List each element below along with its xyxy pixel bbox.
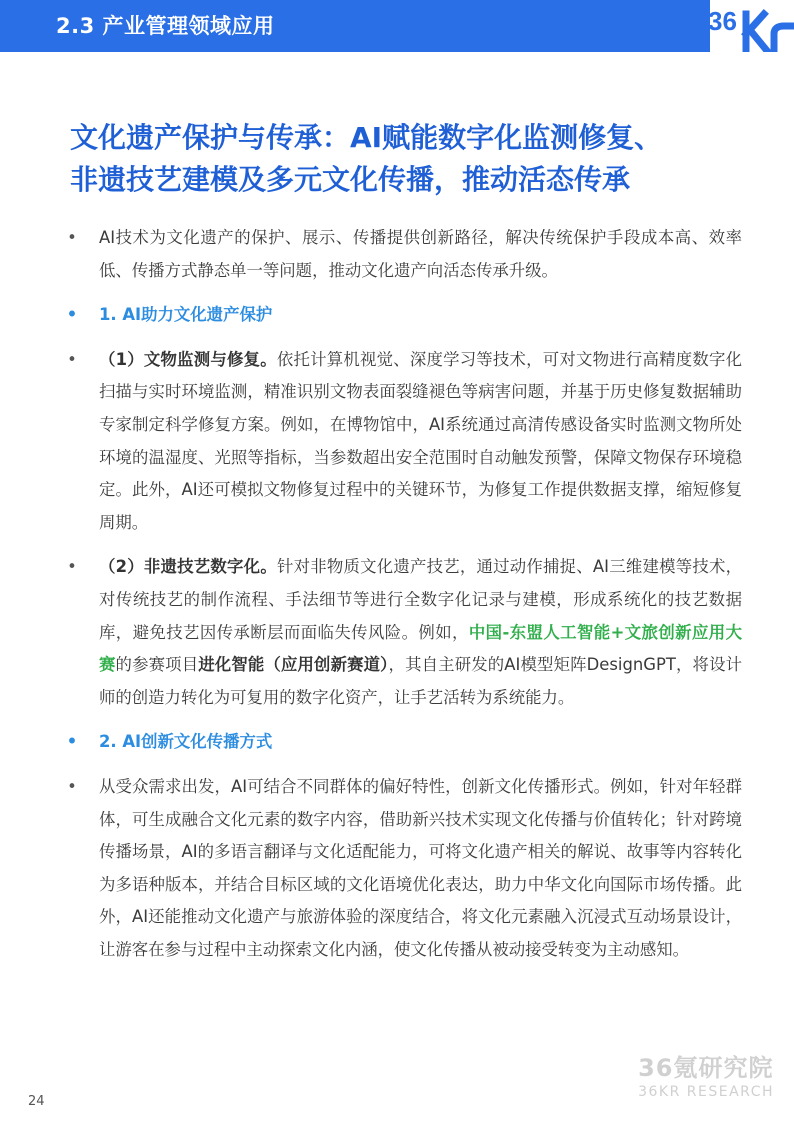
page-number: 24 xyxy=(28,1094,45,1109)
paragraph-relic-monitoring xyxy=(66,344,742,540)
watermark-en: 36KR RESEARCH xyxy=(638,1084,774,1100)
bullet-icon: • xyxy=(66,305,78,325)
paragraph-cultural-communication xyxy=(66,771,742,967)
section-heading-communication xyxy=(66,726,742,759)
36kr-logo xyxy=(704,0,794,52)
item-1-prefix: （1） xyxy=(99,349,144,369)
project-name: 进化智能（应用创新赛道） xyxy=(198,655,389,675)
item-2-text-c: ，其自主研发的AI模型矩阵DesignGPT，将设计师的创造力转化为可复用的数字化资产，让手艺活转为系统能力。 xyxy=(99,655,743,707)
page-heading xyxy=(70,117,750,201)
item-1-label: 文物监测与修复。 xyxy=(143,349,277,369)
bullet-icon: • xyxy=(67,228,77,247)
item-2-label: 非遗技艺数字化。 xyxy=(143,557,277,577)
bullet-icon: • xyxy=(67,349,77,369)
bullet-icon: • xyxy=(66,732,78,752)
item-3-text: 从受众需求出发，AI可结合不同群体的偏好特性，创新文化传播形式。例如，针对年轻群体，可生成融合文化元素的数字内容，借助新兴技术实现文化传播与价值转化；针对跨境传播场景，AI的多语言翻译与文化适配能力，可将文化遗产相关的解说、故事等内容转化为多语种版本，并结合目标区域的文化语境优化表达，助力中华文化向国际市场传播。此外，AI还能推动文化遗产与旅游体验的深度结合，将文化元素融入沉浸式互动场景设计，让游客在参与过程中主动探索文化内涵，使文化传播从被动接受转变为主动感知。 xyxy=(99,776,742,959)
item-1-text: 依托计算机视觉、深度学习等技术，可对文物进行高精度数字化扫描与实时环境监测，精准识别文物表面裂缝褪色等病害问题，并基于历史修复数据辅助专家制定科学修复方案。例如，在博物馆中，AI系统通过高清传感设备实时监测文物所处环境的温湿度、光照等指标，当参数超出安全范围时自动触发预警，保障文物保存环境稳定。此外，AI还可模拟文物修复过程中的关键环节，为修复工作提供数据支撑，缩短修复周期。 xyxy=(99,349,743,532)
bullet-icon: • xyxy=(67,776,77,796)
section-1-title: 1. AI助力文化遗产保护 xyxy=(99,305,273,325)
paragraph-heritage-digitization xyxy=(66,551,742,714)
section-heading-protection xyxy=(66,299,742,332)
item-2-text-a: 针对非物质文化遗产技艺，通过动作捕捉、AI三维建模等技术，对传统技艺的制作流程、手法细节等进行全数字化记录与建模，形成系统化的技艺数据库，避免技艺因传承断层而面临失传风险。例如， xyxy=(99,557,743,642)
competition-name: 中国-东盟人工智能+文旅创新应用大赛 xyxy=(99,622,742,675)
intro-text: AI技术为文化遗产的保护、展示、传播提供创新路径，解决传统保护手段成本高、效率低、传播方式静态单一等问题，推动文化遗产向活态传承升级。 xyxy=(99,228,742,280)
watermark-cn: 36氪研究院 xyxy=(638,1054,774,1082)
item-2-prefix: （2） xyxy=(99,557,144,577)
section-2-title: 2. AI创新文化传播方式 xyxy=(99,732,273,752)
svg-text:36: 36 xyxy=(708,6,737,36)
content-list xyxy=(66,222,742,978)
heading-line-1: 文化遗产保护与传承：AI赋能数字化监测修复、 xyxy=(70,121,663,154)
research-watermark xyxy=(638,1053,774,1101)
section-title: 2.3 产业管理领域应用 xyxy=(56,14,275,38)
header-bar xyxy=(0,0,710,52)
heading-line-2: 非遗技艺建模及多元文化传播，推动活态传承 xyxy=(70,163,631,196)
intro-paragraph xyxy=(66,222,742,287)
bullet-icon: • xyxy=(67,557,77,577)
item-2-text-b: 的参赛项目 xyxy=(115,655,199,675)
